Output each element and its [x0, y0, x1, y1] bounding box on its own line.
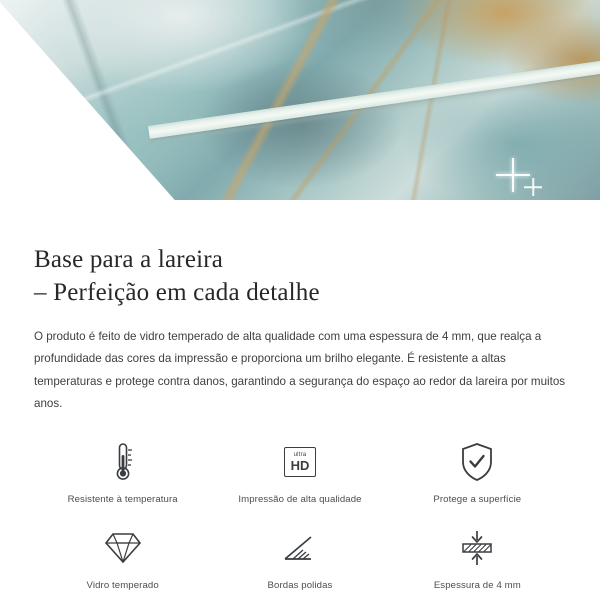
- feature-label: Resistente à temperatura: [67, 494, 178, 505]
- ultra-hd-badge-icon: [284, 439, 316, 485]
- description-paragraph: O produto é feito de vidro temperado de alta qualidade com uma espessura de 4 mm, que realça a profundidade das cores da impressão e proporciona um brilho elegante. É resistente a altas temperaturas e protege contra danos, garantindo a segurança do espaço ao redor da lareira por muitos anos.: [34, 330, 566, 410]
- sparkle-small-icon: [524, 178, 542, 196]
- thermometer-icon: [111, 439, 135, 485]
- feature-item: [34, 525, 211, 591]
- thickness-arrows-icon: [457, 525, 497, 571]
- page-title: [34, 243, 566, 309]
- headline-line-2: – Perfeição em cada detalhe: [34, 279, 320, 306]
- feature-grid: [34, 439, 566, 591]
- feature-label: Bordas polidas: [267, 580, 333, 591]
- feature-item: [211, 525, 388, 591]
- shield-check-icon: [460, 439, 494, 485]
- badge-top-text: ultra: [293, 452, 307, 458]
- badge-bottom-text: HD: [290, 458, 310, 473]
- feature-label: Espessura de 4 mm: [433, 580, 521, 591]
- feature-item: [389, 439, 566, 505]
- feature-item: [389, 525, 566, 591]
- feature-label: Vidro temperado: [86, 580, 159, 591]
- feature-item: [34, 439, 211, 505]
- polished-edges-icon: [281, 525, 319, 571]
- diamond-icon: [104, 525, 142, 571]
- hero-image: [0, 0, 600, 215]
- feature-item: [211, 439, 388, 505]
- headline-line-1: Base para a lareira: [34, 246, 224, 273]
- content-area: [0, 243, 600, 591]
- feature-label: Impressão de alta qualidade: [238, 494, 362, 505]
- feature-label: Protege a superfície: [433, 494, 522, 505]
